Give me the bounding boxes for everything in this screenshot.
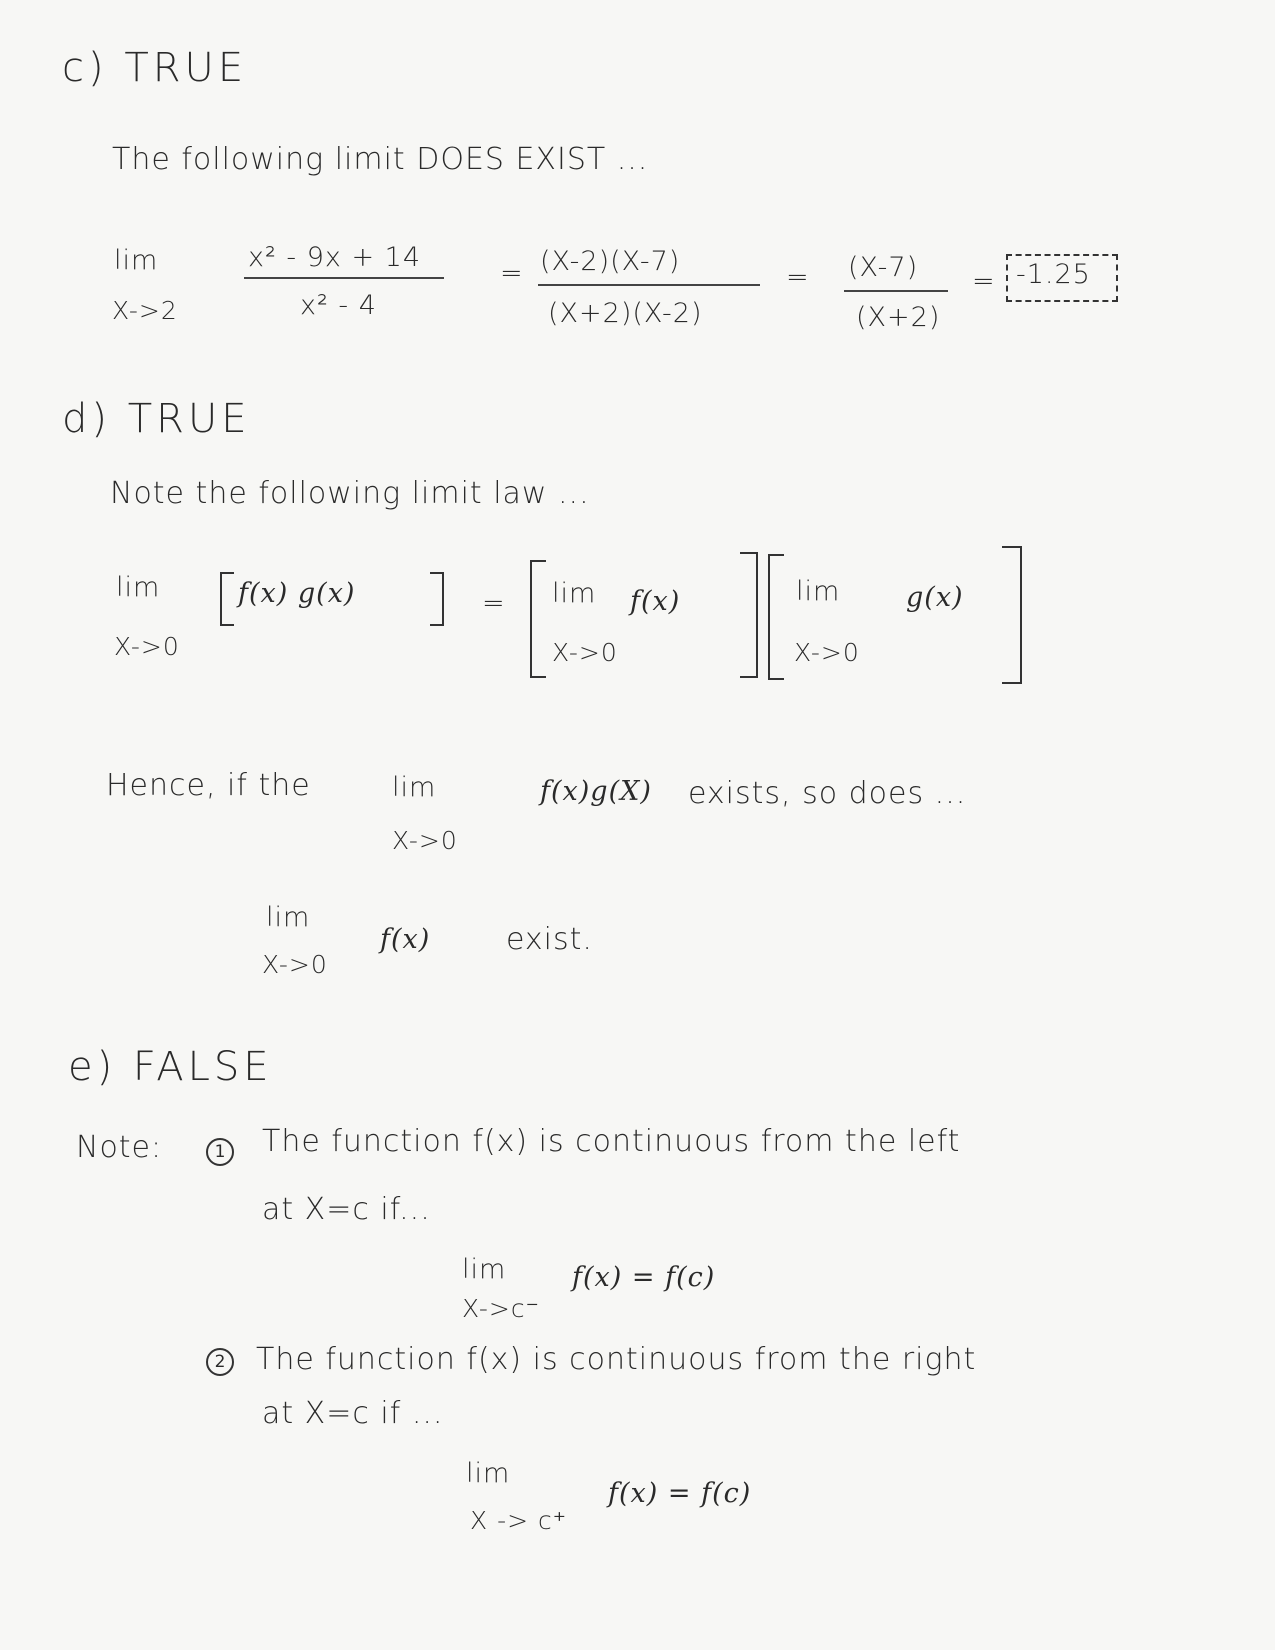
lim-sub-c: X->2 [112, 296, 178, 325]
equals-d: = [482, 588, 506, 619]
lim-sub-d-left: X->0 [114, 632, 180, 661]
f-bracket-close [740, 552, 758, 678]
left-bracket-close [430, 572, 444, 626]
exist-expression: f(x) [380, 924, 431, 955]
heading-c: c) TRUE [62, 45, 248, 91]
left-limit-equation: f(x) = f(c) [572, 1262, 716, 1293]
lim-right: lim [466, 1458, 511, 1489]
hence-expression: f(x)g(X) [540, 776, 652, 807]
numerator-3: (X-7) [848, 252, 919, 283]
right-limit-equation: f(x) = f(c) [608, 1478, 752, 1509]
lim-exist: lim [266, 902, 311, 933]
fraction-bar-2 [538, 284, 760, 286]
note-number-1: 1 [206, 1138, 234, 1166]
lim-left: lim [462, 1254, 507, 1285]
lim-hence: lim [392, 772, 437, 803]
lim-sub-right: X -> c⁺ [470, 1506, 567, 1535]
intro-d: Note the following limit law ... [110, 476, 590, 511]
exist-text: exist. [506, 922, 593, 957]
f-bracket-open [530, 560, 546, 678]
equals-2: = [786, 262, 810, 293]
numerator-1: x² - 9x + 14 [248, 242, 422, 273]
lim-g: lim [796, 576, 841, 607]
denominator-1: x² - 4 [300, 290, 377, 321]
answer-value: -1.25 [1016, 259, 1091, 290]
fraction-bar-3 [844, 290, 948, 292]
hence-text: Hence, if the [106, 768, 311, 803]
g-bracket-open [768, 554, 784, 680]
at-c-line-2: at X=c if ... [262, 1396, 444, 1431]
lim-sub-left: X->c⁻ [462, 1294, 540, 1323]
fraction-bar-1 [244, 277, 444, 279]
denominator-3: (X+2) [856, 302, 941, 333]
denominator-2: (X+2)(X-2) [548, 298, 703, 329]
lim-sub-g: X->0 [794, 638, 860, 667]
g-bracket-close [1002, 546, 1022, 684]
lim-d-left: lim [116, 572, 161, 603]
note-number-2: 2 [206, 1348, 234, 1376]
hence-tail: exists, so does ... [688, 776, 967, 811]
left-continuity-line: The function f(x) is continuous from the left [262, 1124, 961, 1159]
fg-product: f(x) g(x) [238, 578, 356, 609]
numerator-2: (X-2)(X-7) [540, 246, 681, 277]
heading-d: d) TRUE [62, 396, 251, 442]
lim-c: lim [114, 245, 159, 276]
equals-1: = [500, 258, 524, 289]
heading-e: e) FALSE [68, 1044, 273, 1090]
f-of-x: f(x) [630, 586, 681, 617]
g-of-x: g(x) [906, 582, 964, 613]
left-bracket-open [220, 572, 234, 626]
intro-c: The following limit DOES EXIST ... [112, 142, 649, 177]
note-label: Note: [76, 1130, 163, 1165]
equals-3: = [972, 266, 996, 297]
lim-sub-exist: X->0 [262, 950, 328, 979]
at-c-line-1: at X=c if... [262, 1192, 431, 1227]
lim-sub-hence: X->0 [392, 826, 458, 855]
lim-sub-f: X->0 [552, 638, 618, 667]
right-continuity-line: The function f(x) is continuous from the right [256, 1342, 977, 1377]
lim-f: lim [552, 578, 597, 609]
